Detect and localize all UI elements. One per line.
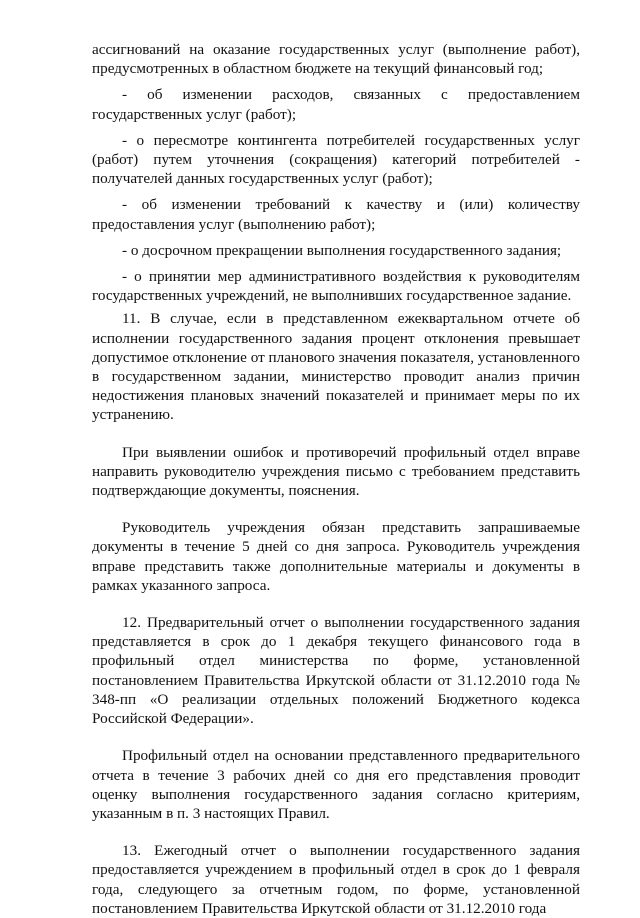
list-item-requirements: - об изменении требований к качеству и (или) количеству предоставления услуг (выполнению работ); — [92, 196, 580, 233]
paragraph-continuation: ассигнований на оказание государственных услуг (выполнение работ), предусмотренных в областном бюджете на текущий финансовый год; — [92, 41, 580, 78]
clause-12: 12. Предварительный отчет о выполнении государственного задания представляется в срок до 1 декабря текущего финансового года в профильный отдел министерства по форме, установленной постановлением Правительства Иркутской области от 31.12.2010 года № 348-пп «О реализации отдельных положений Бюджетного кодекса Российской Федерации». — [92, 614, 580, 728]
clause-13: 13. Ежегодный отчет о выполнении государственного задания предоставляется учреждением в профильный отдел в срок до 1 февраля года, следующего за отчетным годом, по форме, установленной постановлением Правительства Иркутской области от 31.12.2010 года — [92, 842, 580, 917]
paragraph-assessment: Профильный отдел на основании представленного предварительного отчета в течение 3 рабочих дней со дня его представления проводит оценку выполнения государственного задания согласно критериям, указанным в п. 3 настоящих Правил. — [92, 747, 580, 822]
clause-11: 11. В случае, если в представленном ежеквартальном отчете об исполнении государственного задания процент отклонения превышает допустимое отклонение от планового значения показателя, установленного в государственном задании, министерство проводит анализ причин недостижения плановых значений показателей и принимает меры по их устранению. — [92, 310, 580, 424]
paragraph-errors: При выявлении ошибок и противоречий профильный отдел вправе направить руководителю учреждения письмо с требованием представить подтверждающие документы, пояснения. — [92, 443, 580, 500]
list-item-measures: - о принятии мер административного воздействия к руководителям государственных учреждений, не выполнивших государственное задание. — [92, 268, 580, 305]
list-item-expenses: - об изменении расходов, связанных с предоставлением государственных услуг (работ); — [92, 86, 580, 123]
document-page — [92, 40, 580, 918]
list-item-termination: - о досрочном прекращении выполнения государственного задания; — [122, 241, 562, 259]
list-item-contingent: - о пересмотре контингента потребителей государственных услуг (работ) путем уточнения (сокращения) категорий потребителей - получателей данных государственных услуг (работ); — [92, 131, 580, 188]
paragraph-head-obliged: Руководитель учреждения обязан представить запрашиваемые документы в течение 5 дней со дня запроса. Руководитель учреждения вправе представить также дополнительные материалы и документы в рамках указанного запроса. — [92, 519, 580, 594]
